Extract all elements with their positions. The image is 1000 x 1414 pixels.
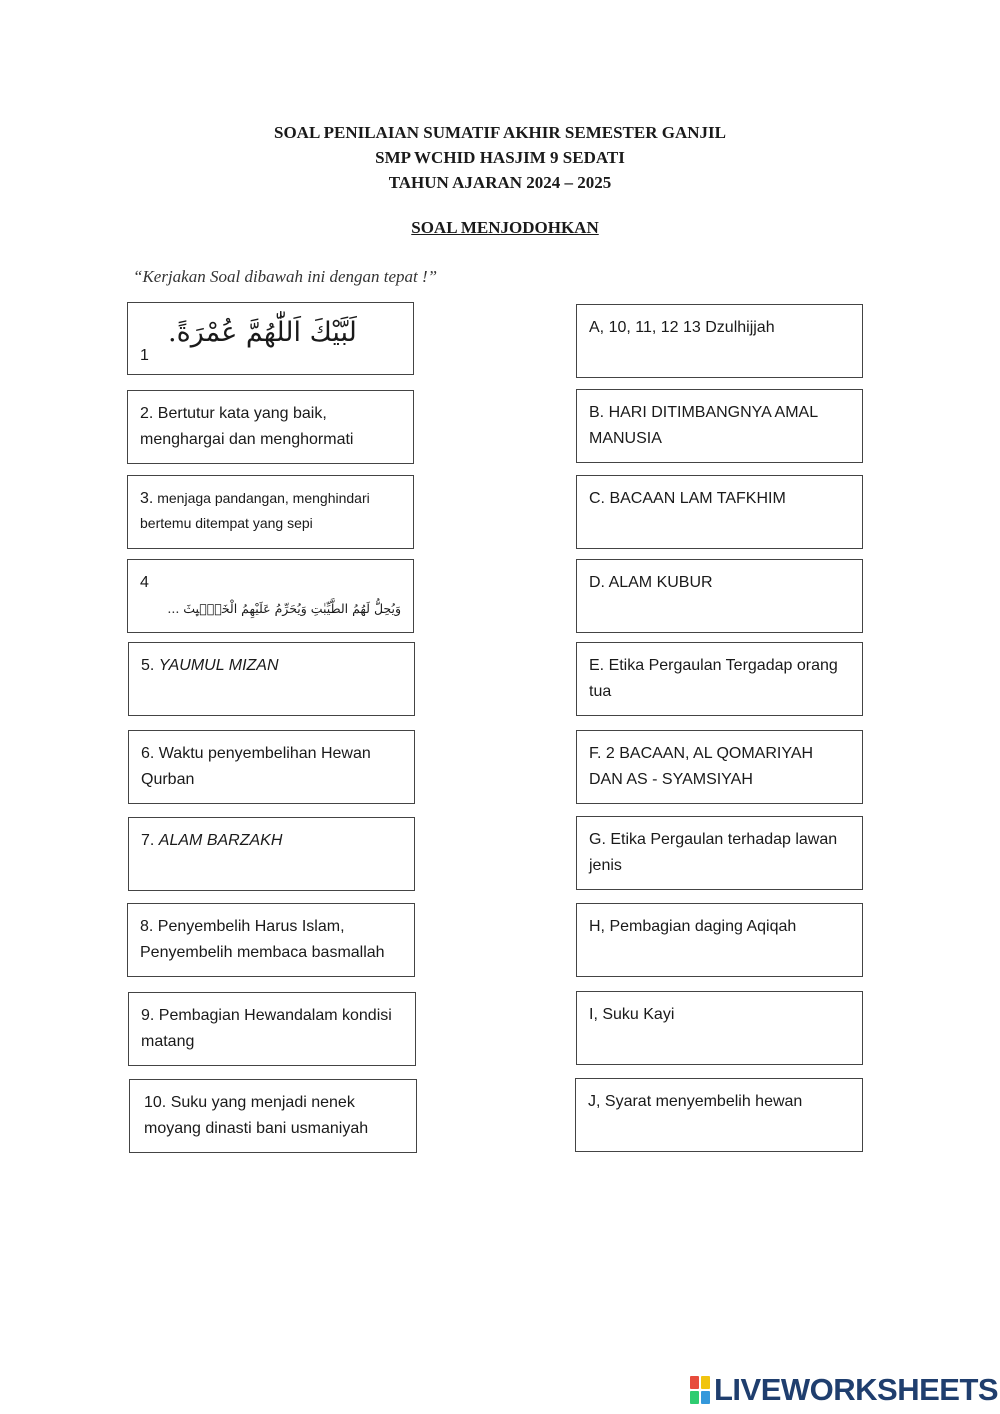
question-box-8[interactable] xyxy=(127,903,415,977)
answer-text: G. Etika Pergaulan terhadap lawan jenis xyxy=(589,831,838,874)
answer-text: E. Etika Pergaulan Tergadap orang tua xyxy=(589,657,838,700)
question-text: YAUMUL MIZAN xyxy=(158,657,279,674)
question-box-3[interactable] xyxy=(127,475,414,549)
question-text: ALAM BARZAKH xyxy=(158,832,283,849)
question-box-4[interactable] xyxy=(127,559,414,633)
question-box-1[interactable] xyxy=(127,302,414,375)
question-box-5[interactable] xyxy=(128,642,415,716)
question-text: 9. Pembagian Hewandalam kondisi matang xyxy=(141,1007,392,1050)
logo-tile-red xyxy=(690,1376,699,1389)
question-number: 1 xyxy=(140,347,149,364)
logo-text: LIVEWORKSHEETS xyxy=(714,1372,999,1407)
answer-text: C. BACAAN LAM TAFKHIM xyxy=(589,490,786,507)
question-number: 5. xyxy=(141,657,155,674)
answer-box-h[interactable] xyxy=(576,903,863,977)
answer-box-a[interactable] xyxy=(576,304,863,378)
worksheet-header xyxy=(0,120,1000,195)
logo-tile-green xyxy=(690,1391,699,1404)
answer-text: J, Syarat menyembelih hewan xyxy=(588,1093,803,1110)
answer-box-d[interactable] xyxy=(576,559,863,633)
liveworksheets-icon xyxy=(690,1376,710,1404)
answer-box-f[interactable] xyxy=(576,730,863,804)
answer-box-g[interactable] xyxy=(576,816,863,890)
answer-text: B. HARI DITIMBANGNYA AMAL MANUSIA xyxy=(589,404,818,447)
answer-text: D. ALAM KUBUR xyxy=(589,574,713,591)
question-box-6[interactable] xyxy=(128,730,415,804)
answer-text: I, Suku Kayi xyxy=(589,1006,675,1023)
question-box-2[interactable] xyxy=(127,390,414,464)
answer-text: F. 2 BACAAN, AL QOMARIYAH DAN AS - SYAMSIYAH xyxy=(589,745,814,788)
answer-text: H, Pembagian daging Aqiqah xyxy=(589,918,797,935)
question-box-10[interactable] xyxy=(129,1079,417,1153)
header-line-1: SOAL PENILAIAN SUMATIF AKHIR SEMESTER GANJIL xyxy=(273,123,726,142)
liveworksheets-logo[interactable] xyxy=(690,1372,998,1408)
answer-box-e[interactable] xyxy=(576,642,863,716)
answer-box-c[interactable] xyxy=(576,475,863,549)
header-line-3: TAHUN AJARAN 2024 – 2025 xyxy=(388,173,612,192)
section-title: SOAL MENJODOHKAN xyxy=(411,218,599,237)
arabic-text-4: وَيُحِلُّ لَهُمُ الطَّيِّبٰتِ وَيُحَرِّمُ عَلَيْهِمُ الْخَبٰۤىِٕثَ ... xyxy=(167,601,401,616)
instruction-text: “Kerjakan Soal dibawah ini dengan tepat !” xyxy=(133,267,438,286)
answer-box-b[interactable] xyxy=(576,389,863,463)
question-number: 3. xyxy=(140,490,154,507)
question-text: 6. Waktu penyembelihan Hewan Qurban xyxy=(141,745,371,788)
logo-tile-blue xyxy=(701,1391,710,1404)
question-text: 8. Penyembelih Harus Islam, Penyembelih membaca basmallah xyxy=(140,918,385,961)
answer-box-j[interactable] xyxy=(575,1078,863,1152)
answer-text: A, 10, 11, 12 13 Dzulhijjah xyxy=(589,319,775,336)
answer-box-i[interactable] xyxy=(576,991,863,1065)
arabic-text-1: لَبَّيْكَ اَللّٰهُمَّ عُمْرَةً. xyxy=(168,317,357,348)
question-number: 7. xyxy=(141,832,155,849)
question-number: 4 xyxy=(140,574,149,591)
question-box-9[interactable] xyxy=(128,992,416,1066)
logo-tile-yellow xyxy=(701,1376,710,1389)
question-box-7[interactable] xyxy=(128,817,415,891)
question-text: 2. Bertutur kata yang baik, menghargai dan menghormati xyxy=(140,405,354,448)
question-text: menjaga pandangan, menghindari bertemu ditempat yang sepi xyxy=(140,490,370,531)
question-text: 10. Suku yang menjadi nenek moyang dinasti bani usmaniyah xyxy=(144,1094,369,1137)
header-line-2: SMP WCHID HASJIM 9 SEDATI xyxy=(375,148,625,167)
